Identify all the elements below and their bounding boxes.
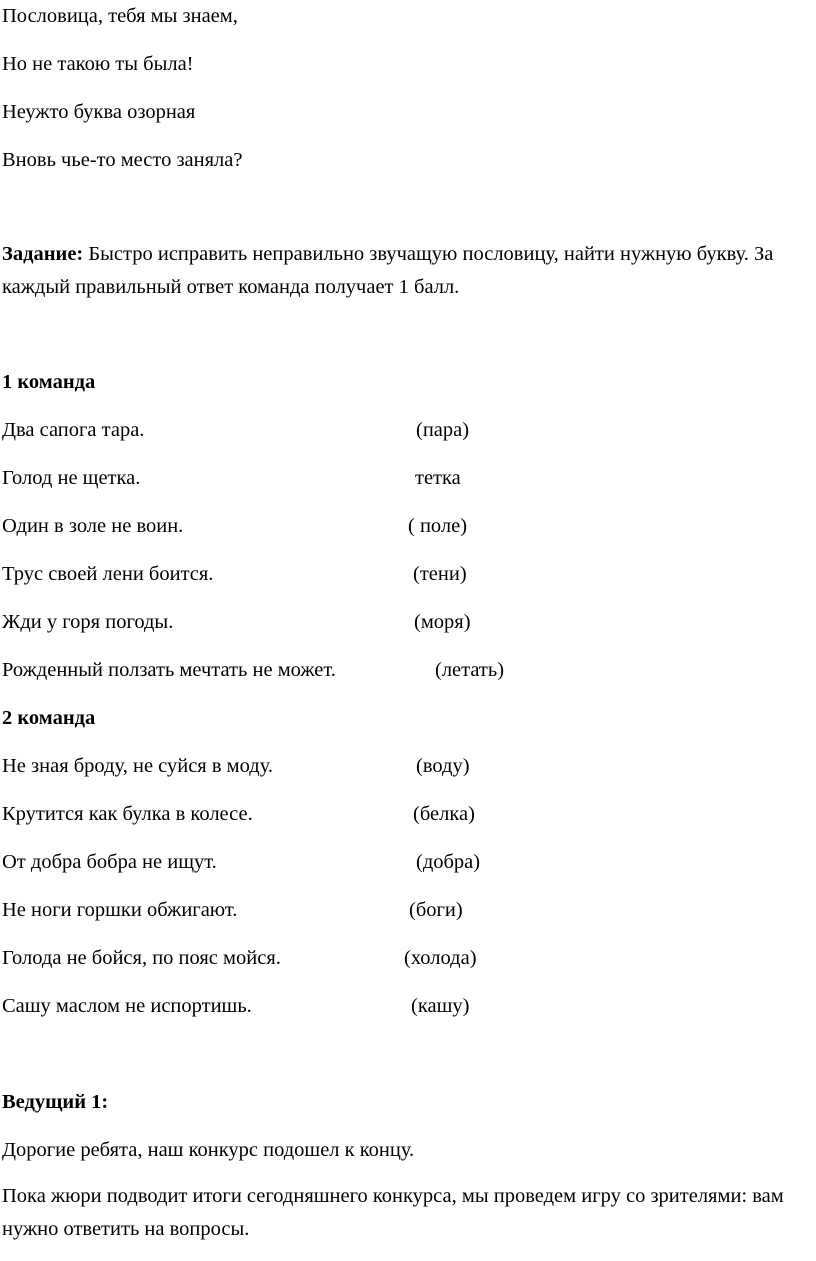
team2-answer: (боги)	[409, 899, 463, 921]
team1-proverb: Два сапога тара.	[2, 419, 145, 441]
team1-proverb: Рожденный ползать мечтать не может.	[2, 659, 336, 681]
team2-proverb: Не зная броду, не суйся в моду.	[2, 755, 274, 777]
poem-line-1: Пословица, тебя мы знаем,	[2, 5, 238, 27]
team1-proverb: Жди у горя погоды.	[2, 611, 174, 633]
team2-heading: 2 команда	[2, 707, 96, 729]
team1-proverb: Голод не щетка.	[2, 467, 141, 489]
host-line-1: Дорогие ребята, наш конкурс подошел к концу.	[2, 1139, 415, 1161]
team2-answer: (воду)	[416, 755, 470, 777]
team1-answer: (пара)	[416, 419, 470, 441]
team1-proverb: Трус своей лени боится.	[2, 563, 214, 585]
poem-line-3: Неужто буква озорная	[2, 101, 196, 123]
host-label: Ведущий 1:	[2, 1091, 109, 1113]
team1-answer: (летать)	[435, 659, 505, 681]
team2-answer: (кашу)	[411, 995, 470, 1017]
task-paragraph	[2, 238, 802, 304]
team2-answer: (добра)	[416, 851, 481, 873]
poem-line-2: Но не такою ты была!	[2, 53, 194, 75]
team2-proverb: Голода не бойся, по пояс мойся.	[2, 947, 281, 969]
team2-answer: (белка)	[413, 803, 475, 825]
team2-proverb: Не ноги горшки обжигают.	[2, 899, 238, 921]
team1-answer: (моря)	[414, 611, 471, 633]
poem-line-4: Вновь чье-то место заняла?	[2, 149, 243, 171]
team2-answer: (холода)	[404, 947, 477, 969]
team1-heading: 1 команда	[2, 371, 96, 393]
team2-proverb: Крутится как булка в колесе.	[2, 803, 253, 825]
task-label: Задание:	[2, 243, 84, 265]
host-line-2: Пока жюри подводит итоги сегодняшнего конкурса, мы проведем игру со зрителями: вам нужно ответить на вопросы.	[2, 1185, 784, 1240]
team1-answer: (тени)	[413, 563, 467, 585]
team1-proverb: Один в золе не воин.	[2, 515, 184, 537]
team1-answer: тетка	[415, 467, 461, 489]
team1-answer: ( поле)	[408, 515, 468, 537]
team2-proverb: От добра бобра не ищут.	[2, 851, 217, 873]
team2-proverb: Сашу маслом не испортишь.	[2, 995, 252, 1017]
task-text: Быстро исправить неправильно звучащую пословицу, найти нужную букву. За каждый правильный ответ команда получает 1 балл.	[2, 243, 774, 298]
